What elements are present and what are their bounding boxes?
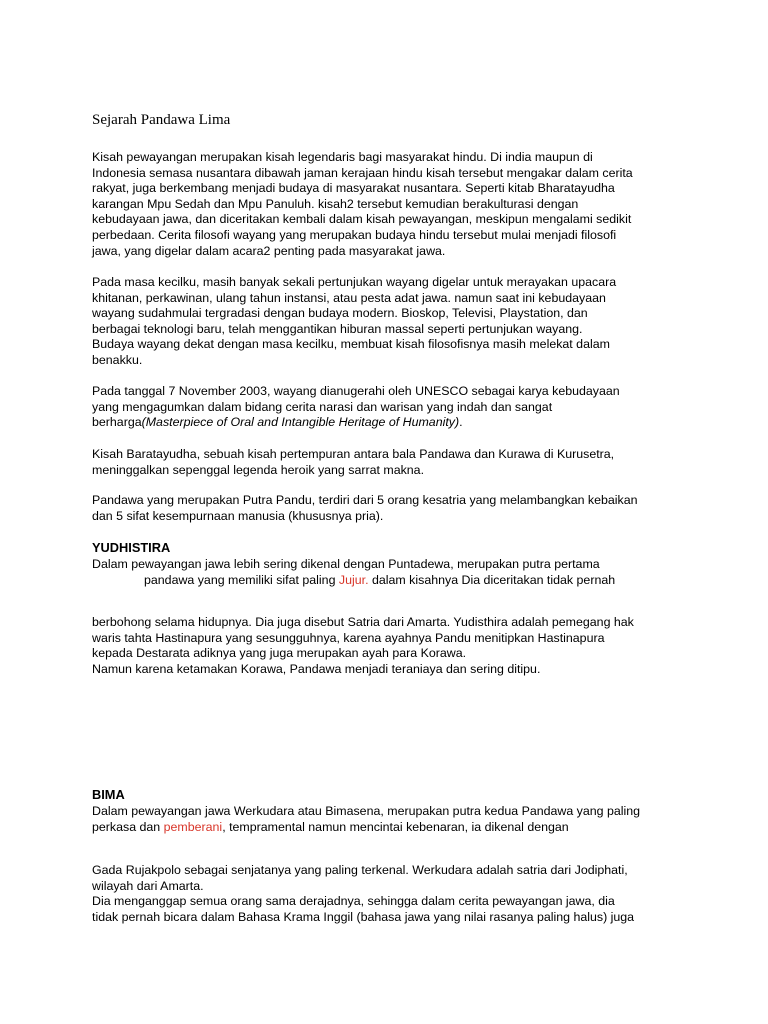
- text-line: Kisah Baratayudha, sebuah kisah pertempuran antara bala Pandawa dan Kurawa di Kurusetra,: [92, 447, 615, 461]
- text-line: khitanan, perkawinan, ulang tahun instansi, atau pesta adat jawa. namun saat ini kebudayaan: [92, 290, 606, 305]
- text-line: meninggalkan sepenggal legenda heroik yang sarrat makna.: [92, 462, 425, 477]
- paragraph-intro: [92, 150, 682, 259]
- paragraph-childhood: [92, 275, 682, 369]
- bima-intro: [92, 804, 682, 835]
- text-line: karangan Mpu Sedah dan Mpu Panuluh. kisah2 tersebut kemudian berakulturasi dengan: [92, 196, 579, 211]
- text-line: Pandawa yang merupakan Putra Pandu, terdiri dari 5 orang kesatria yang melambangkan kebaikan: [92, 493, 638, 507]
- text-line: tidak pernah bicara dalam Bahasa Krama Inggil (bahasa jawa yang nilai rasanya paling halus) juga: [92, 909, 635, 924]
- paragraph-baratayudha: [92, 447, 682, 478]
- section-heading-yudhistira: YUDHISTIRA: [92, 540, 171, 555]
- text-line: Namun karena ketamakan Korawa, Pandawa menjadi teraniaya dan sering ditipu.: [92, 661, 541, 676]
- text-run: , tempramental namun mencintai kebenaran, ia dikenal dengan: [222, 819, 569, 834]
- page-title: Sejarah Pandawa Lima: [92, 112, 231, 128]
- text-line: Pada tanggal 7 November 2003, wayang dianugerahi oleh UNESCO sebagai karya kebudayaan: [92, 384, 620, 398]
- text-line: Gada Rujakpolo sebagai senjatanya yang paling terkenal. Werkudara adalah satria dari Jodiphati,: [92, 863, 628, 877]
- text-line: berbagai teknologi baru, telah menggantikan hiburan massal seperti pertunjukan wayang.: [92, 321, 583, 336]
- text-line: Kisah pewayangan merupakan kisah legendaris bagi masyarakat hindu. Di india maupun di: [92, 150, 593, 164]
- text-line: benakku.: [92, 352, 143, 367]
- text-line: dan 5 sifat kesempurnaan manusia (khususnya pria).: [92, 508, 384, 523]
- text-line: Indonesia semasa nusantara dibawah jaman kerajaan hindu kisah tersebut mengakar dalam cerita: [92, 165, 633, 180]
- text-line: rakyat, juga berkembang menjadi budaya di masyarakat nusantara. Seperti kitab Bharatayudha: [92, 181, 615, 196]
- yudhistira-body: [92, 615, 682, 677]
- text-run: .: [459, 415, 463, 430]
- text-line: wayang sudahmulai tergradasi dengan budaya modern. Bioskop, Televisi, Playstation, dan: [92, 306, 588, 321]
- text-line: [92, 820, 682, 836]
- text-line: Budaya wayang dekat dengan masa kecilku, membuat kisah filosofisnya masih melekat dalam: [92, 337, 610, 352]
- text-line: berbohong selama hidupnya. Dia juga disebut Satria dari Amarta. Yudisthira adalah pemegang hak: [92, 615, 634, 629]
- text-run: pandawa yang memiliki sifat paling: [144, 572, 339, 587]
- text-run: berharga: [92, 415, 142, 430]
- section-heading-bima: BIMA: [92, 787, 125, 802]
- text-line: Dalam pewayangan jawa lebih sering dikenal dengan Puntadewa, merupakan putra pertama: [92, 557, 600, 571]
- text-run: dalam kisahnya Dia diceritakan tidak pernah: [368, 572, 616, 587]
- text-line: Dalam pewayangan jawa Werkudara atau Bimasena, merupakan putra kedua Pandawa yang paling: [92, 804, 641, 818]
- text-line: [92, 415, 682, 431]
- paragraph-pandawa: [92, 493, 682, 524]
- highlight-text: Jujur.: [338, 572, 369, 587]
- text-line: Pada masa kecilku, masih banyak sekali pertunjukan wayang digelar untuk merayakan upacara: [92, 275, 617, 289]
- text-run: perkasa dan: [92, 819, 164, 834]
- italic-text: (Masterpiece of Oral and Intangible Heritage of Humanity): [141, 415, 460, 430]
- text-line: [92, 573, 682, 589]
- text-line: jawa, yang digelar dalam acara2 penting pada masyarakat jawa.: [92, 243, 446, 258]
- paragraph-unesco: [92, 384, 682, 431]
- text-line: kebudayaan jawa, dan diceritakan kembali dalam kisah pewayangan, meskipun mengalami sedikit: [92, 212, 632, 227]
- text-line: perbedaan. Cerita filosofi wayang yang merupakan budaya hindu tersebut mulai menjadi filosofi: [92, 227, 617, 242]
- text-line: wilayah dari Amarta.: [92, 878, 204, 893]
- text-line: yang mengagumkan dalam bidang cerita narasi dan warisan yang indah dan sangat: [92, 399, 553, 414]
- bima-body: [92, 863, 682, 925]
- yudhistira-intro: [92, 557, 682, 588]
- text-line: Dia menganggap semua orang sama derajadnya, sehingga dalam cerita pewayangan jawa, dia: [92, 894, 615, 909]
- highlight-text: pemberani: [163, 819, 223, 834]
- text-line: waris tahta Hastinapura yang sesungguhnya, karena ayahnya Pandu menitipkan Hastinapura: [92, 630, 605, 645]
- text-line: kepada Destarata adiknya yang juga merupakan ayah para Korawa.: [92, 646, 467, 661]
